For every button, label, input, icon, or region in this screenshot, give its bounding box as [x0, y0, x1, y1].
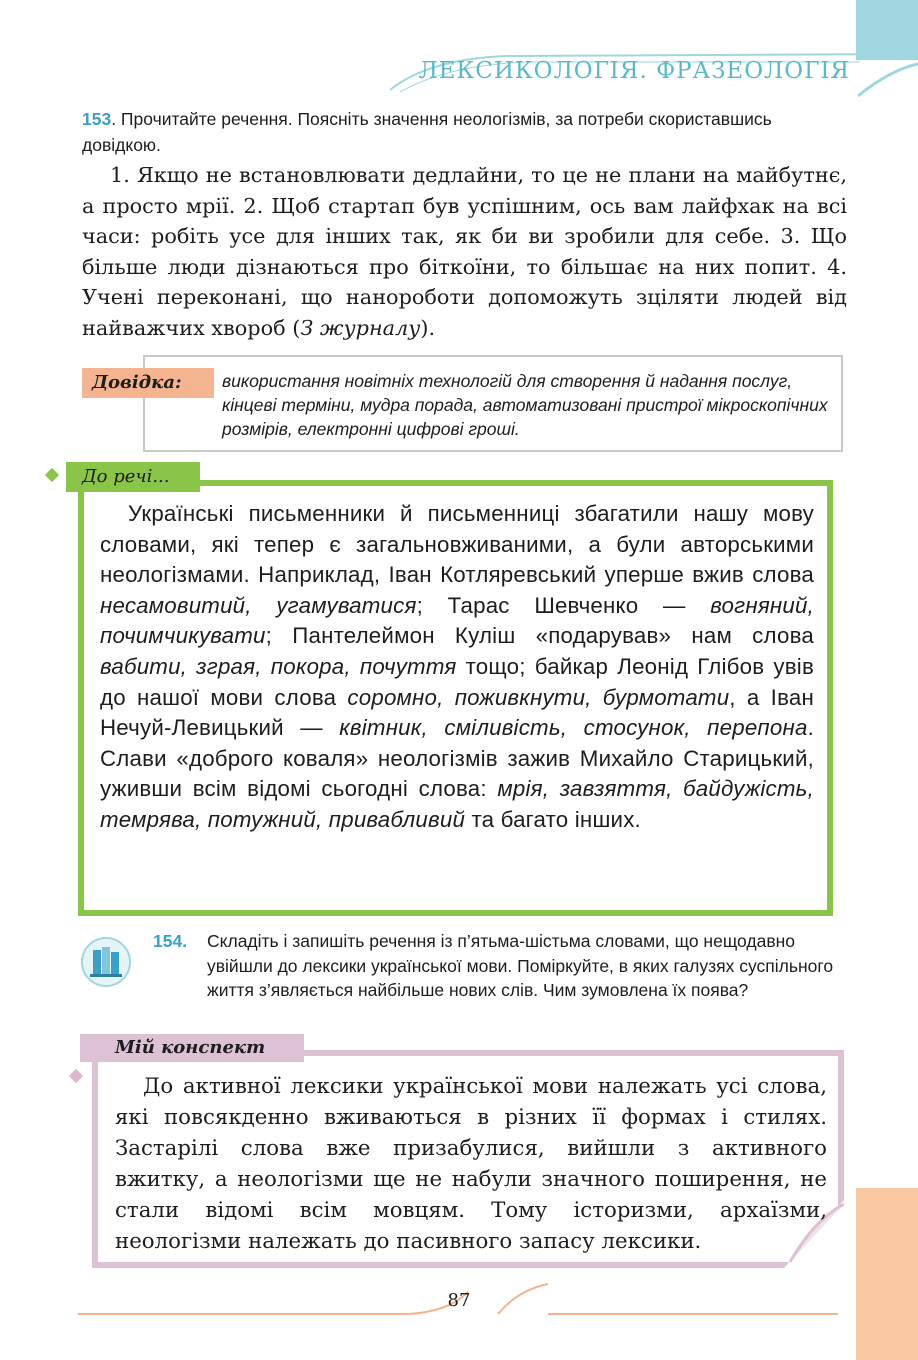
- example-words: квітник, сміливість, стосунок, перепона: [339, 715, 808, 741]
- source-reference: З журналу: [300, 315, 421, 340]
- instruction-text: . Прочитайте речення. Поясніть значення неологізмів, за потреби скориставшись довідкою.: [82, 109, 772, 155]
- example-words: вогняний, почимчикувати: [100, 592, 814, 649]
- sentences-text: 1. Якщо не встановлювати дедлайни, то це не плани на майбутнє, а просто мрії. 2. Щоб стартап був успішним, ось вам лайфхак на всі часи: робіть усе для інших так, як би ви зробили для себе. 3. Що більше люди дізнаються про біткоїни, то більшає на них попит. 4. Учені переконані, що нанороботи допоможуть зціляти людей від найважчих хвороб (: [82, 163, 847, 340]
- paragraph-text: та багато інших.: [465, 806, 641, 832]
- notes-paragraph: До активної лексики української мови належать усі слова, які повсякденно вживаються в різних її формах і стилях. Застарілі слова вже призабулися, вийшли з активного вжитку, а неологізми ще не набули значного поширення, не стали відомі всім мовцям. Тому історизми, архаїзми, неологізми належать до пасивного запасу лексики.: [115, 1074, 827, 1254]
- by-the-way-label: До речі...: [66, 462, 200, 492]
- paragraph-text: Українські письменники й письменниці збагатили нашу мову словами, які тепер є загальновживаними, а були авторськими неологізмами. Наприклад, Іван Котляревський уперше вжив слова: [100, 501, 814, 588]
- exercise-number: 154.: [153, 931, 188, 951]
- exercise-154-text: Складіть і запишіть речення із п’ятьма-шістьма словами, що нещодавно увійшли до лексики української мови. Поміркуйте, в яких галузях суспільного життя з’являється найбільше нових слів. Чим зумовлена їх поява?: [207, 931, 834, 1000]
- exercise-number: 153: [82, 109, 112, 129]
- example-words: соромно, поживкнути, бурмотати: [347, 684, 730, 710]
- paragraph-text: , а Іван Нечуй-Левицький —: [100, 684, 814, 741]
- example-words: вабити, зграя, покора, почуття: [100, 653, 457, 679]
- reference-text: використання новітніх технологій для створення й надання послуг, кінцеві терміни, мудра порада, автоматизовані пристрої мікроскопічних розмірів, електронні цифрові гроші.: [222, 371, 828, 439]
- sentences-end: ).: [420, 315, 436, 340]
- notes-text: [115, 1071, 827, 1257]
- diamond-icon: [45, 468, 59, 482]
- page-number: 87: [447, 1290, 471, 1311]
- page-header-title: ЛЕКСИКОЛОГІЯ. ФРАЗЕОЛОГІЯ: [418, 58, 850, 84]
- books-icon: [80, 936, 132, 988]
- diamond-icon: [69, 1069, 83, 1083]
- reference-label: Довідка:: [82, 368, 214, 398]
- example-words: несамовитий, угамуватися: [100, 592, 417, 618]
- exercise-153-instruction: [82, 106, 847, 158]
- example-words: мрія, завзяття, байдужість, темрява, потужний, привабливий: [100, 776, 814, 832]
- by-the-way-text: [100, 499, 814, 836]
- paragraph-text: ; Пантелеймон Куліш «подарував» нам слова: [265, 623, 814, 649]
- exercise-153-sentences: [82, 160, 847, 343]
- paragraph-text: ; Тарас Шевченко —: [416, 592, 711, 618]
- paragraph-text: тощо; байкар Леонід Глібов увів до нашої мови слова: [100, 653, 815, 710]
- paragraph-text: . Слави «доброго коваля» неологізмів зажив Михайло Старицький, уживши всім відомі сьогодні слова:: [100, 715, 814, 802]
- notes-label: Мій конспект: [80, 1034, 304, 1062]
- side-tab: [856, 1188, 918, 1360]
